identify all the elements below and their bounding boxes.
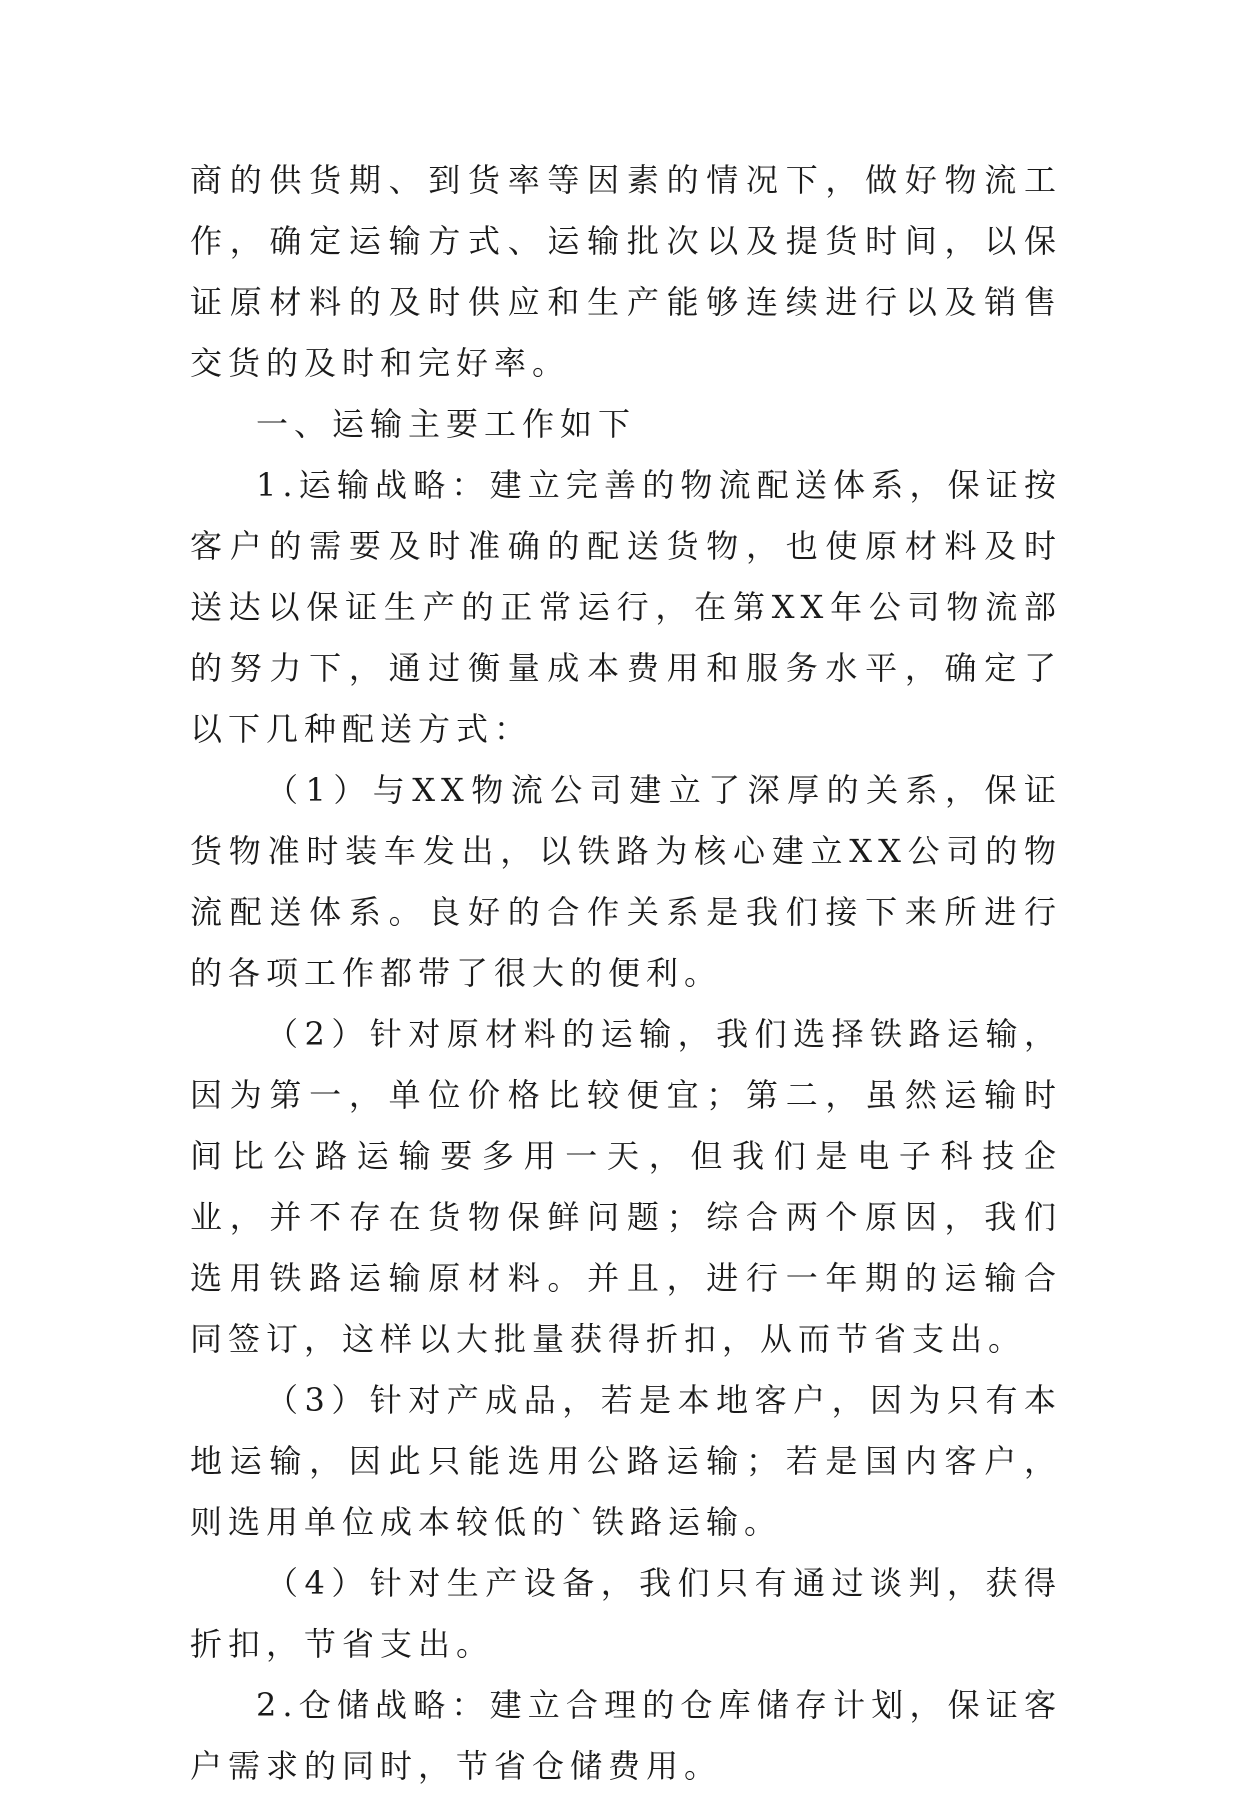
paragraph-continuation: 商的供货期、到货率等因素的情况下，做好物流工作，确定运输方式、运输批次以及提货时间，以保证原材料的及时供应和生产能够连续进行以及销售交货的及时和完好率。	[190, 161, 1062, 382]
paragraph-storage-strategy: 2.仓储战略：建立合理的仓库储存计划，保证客户需求的同时，节省仓储费用。	[190, 1686, 1062, 1785]
paragraph-transport-strategy: 1.运输战略：建立完善的物流配送体系，保证按客户的需要及时准确的配送货物，也使原材料及时送达以保证生产的正常运行，在第XX年公司物流部的努力下，通过衡量成本费用和服务水平，确定了以下几种配送方式：	[190, 466, 1062, 748]
document-body	[190, 150, 1062, 1797]
paragraph-item-4: （4）针对生产设备，我们只有通过谈判，获得折扣，节省支出。	[190, 1564, 1062, 1663]
paragraph-item-2: （2）针对原材料的运输，我们选择铁路运输，因为第一，单位价格比较便宜；第二，虽然运输时间比公路运输要多用一天，但我们是电子科技企业，并不存在货物保鲜问题；综合两个原因，我们选用铁路运输原材料。并且，进行一年期的运输合同签订，这样以大批量获得折扣，从而节省支出。	[190, 1015, 1062, 1358]
paragraph-item-3: （3）针对产成品，若是本地客户，因为只有本地运输，因此只能选用公路运输；若是国内客户，则选用单位成本较低的`铁路运输。	[190, 1381, 1062, 1541]
paragraph-item-1: （1）与XX物流公司建立了深厚的关系，保证货物准时装车发出，以铁路为核心建立XX公司的物流配送体系。良好的合作关系是我们接下来所进行的各项工作都带了很大的便利。	[190, 771, 1062, 992]
section-heading: 一、运输主要工作如下	[256, 405, 637, 443]
